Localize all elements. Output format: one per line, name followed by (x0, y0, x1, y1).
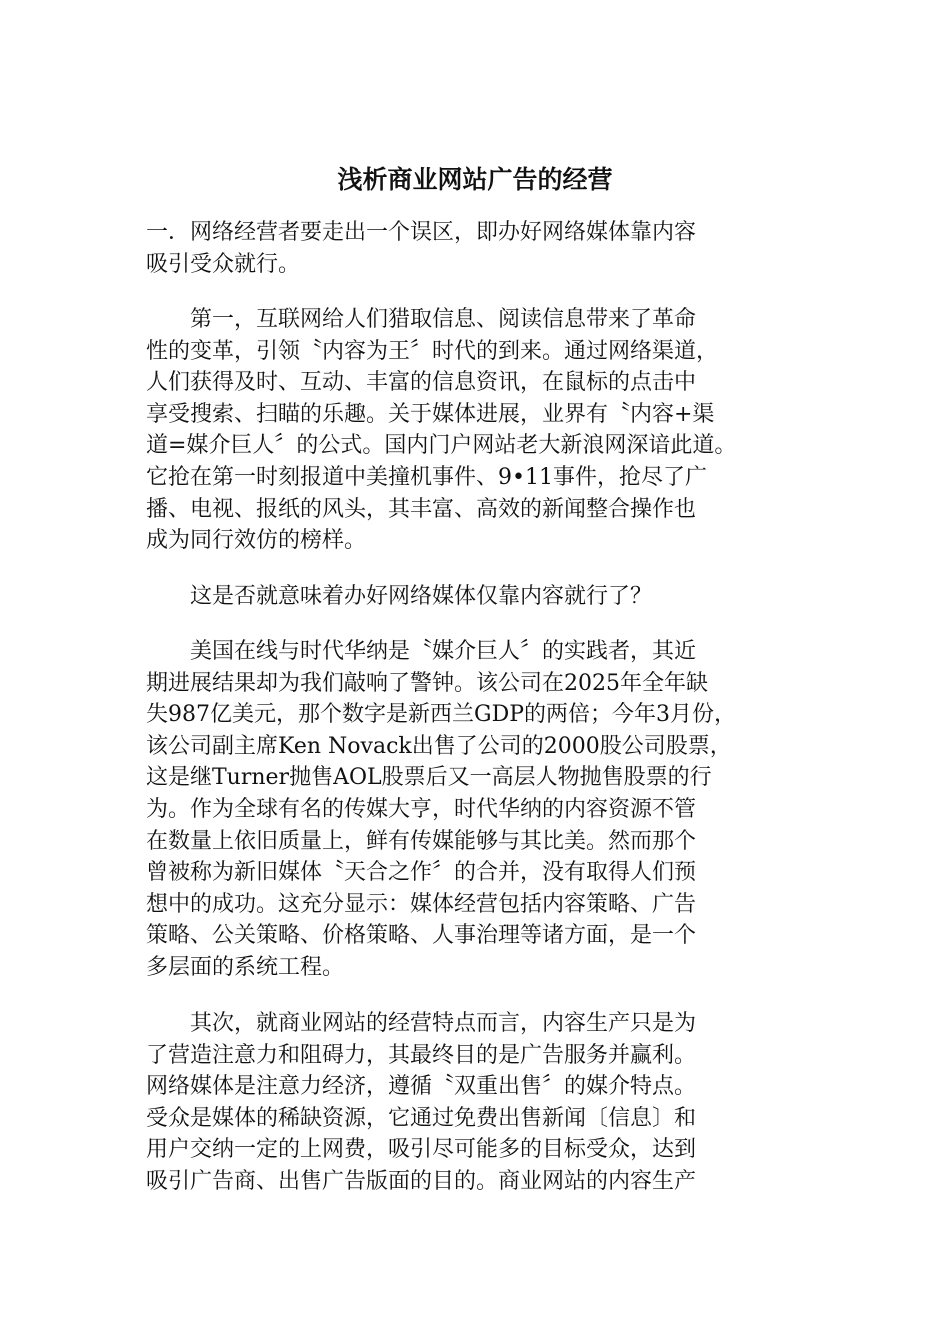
text-line: 道=媒介巨人〞的公式。国内门户网站老大新浪网深谙此道。 (146, 433, 737, 459)
text-line: 其次，就商业网站的经营特点而言，内容生产只是为 (146, 1011, 697, 1036)
text-line: 策略、公关策略、价格策略、人事治理等诸方面，是一个 (146, 923, 697, 949)
text-line: 播、电视、报纸的风头，其丰富、高效的新闻整合操作也 (146, 496, 697, 522)
text-line: 失987亿美元，那个数字是新西兰GDP的两倍；今年3月份， (146, 702, 737, 728)
text-line: 在数量上依旧质量上，鲜有传媒能够与其比美。然而那个 (146, 828, 697, 854)
text-line: 这是继Turner抛售AOL股票后又一高层人物抛售股票的行 (146, 765, 712, 791)
text-line: 曾被称为新旧媒体〝天合之作〞的合并，没有取得人们预 (146, 860, 697, 886)
text-line: 了营造注意力和阻碍力，其最终目的是广告服务并赢利。 (146, 1042, 697, 1068)
text-line: 这是否就意味着办好网络媒体仅靠内容就行了？ (146, 584, 653, 609)
text-line: 受众是媒体的稀缺资源，它通过免费出售新闻〔信息〕和 (146, 1105, 697, 1131)
text-line: 第一，互联网给人们猎取信息、阅读信息带来了革命 (146, 307, 697, 332)
text-line: 该公司副主席Ken Novack出售了公司的2000股公司股票， (146, 733, 732, 759)
text-line: 人们获得及时、互动、丰富的信息资讯，在鼠标的点击中 (146, 370, 697, 396)
text-line: 它抢在第一时刻报道中美撞机事件、9•11事件，抢尽了广 (146, 464, 707, 490)
text-line: 期进展结果却为我们敲响了警钟。该公司在2025年全年缺 (146, 670, 708, 696)
text-line: 性的变革，引领〝内容为王〞时代的到来。通过网络渠道， (146, 338, 719, 364)
paragraph-first (146, 304, 736, 557)
text-line: 吸引广告商、出售广告版面的目的。商业网站的内容生产 (146, 1168, 697, 1194)
paragraph-intro (146, 217, 696, 280)
text-line: 多层面的系统工程。 (146, 954, 345, 980)
text-line: 网络媒体是注意力经济，遵循〝双重出售〞的媒介特点。 (146, 1074, 697, 1100)
text-line: 享受搜索、扫瞄的乐趣。关于媒体进展，业界有〝内容+渠 (146, 401, 715, 427)
text-line: 成为同行效仿的榜样。 (146, 528, 367, 554)
text-line: 想中的成功。这充分显示：媒体经营包括内容策略、广告 (146, 891, 697, 917)
paragraph-aol-example (146, 636, 736, 984)
paragraph-question (146, 581, 652, 613)
text-line: 吸引受众就行。 (146, 251, 301, 277)
paragraph-second (146, 1008, 696, 1198)
text-line: 用户交纳一定的上网费，吸引尽可能多的目标受众，达到 (146, 1137, 697, 1163)
document-title: 浅析商业网站广告的经营 (337, 165, 613, 194)
text-line: 一．网络经营者要走出一个误区，即办好网络媒体靠内容 (146, 220, 697, 245)
text-line: 美国在线与时代华纳是〝媒介巨人〞的实践者，其近 (146, 639, 697, 664)
text-line: 为。作为全球有名的传媒大亨，时代华纳的内容资源不管 (146, 796, 697, 822)
